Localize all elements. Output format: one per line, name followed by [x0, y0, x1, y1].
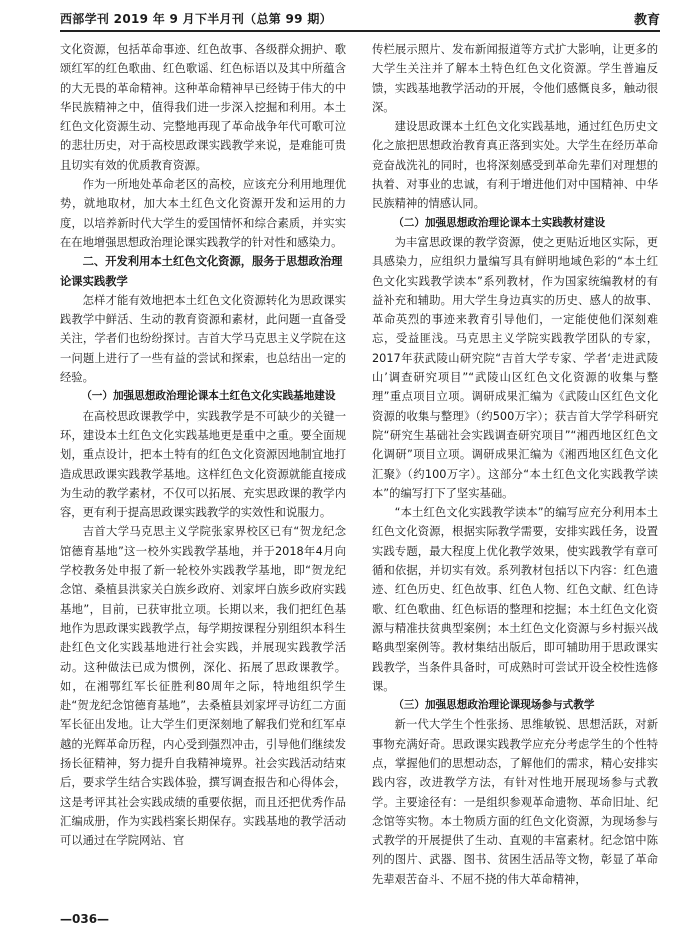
paragraph: 吉首大学马克思主义学院张家界校区已有“贺龙纪念馆德育基地”这一校外实践教学基地，并于2018年4月向学校教务处申报了新一轮校外实践教学基地，即“贺龙纪念馆、桑植县洪家关白族乡政府、刘家坪白族乡政府实践基地”，目前，已获审批立项。长期以来，我们把红色基地作为思政课实践教学点，每学期按课程分别组织本科生赴红色文化实践基地进行社会实践，并展现实践教学活动。这种做法已成为惯例，深化、拓展了思政课教学。如，在湘鄂红军长征胜利80周年之际，特地组织学生赴“贺龙纪念馆德育基地”，去桑植县刘家坪寻访红二方面军长征出发地。让大学生们更深刻地了解我们党和红军卓越的光辉革命历程，内心受到强烈冲击，引导他们继续发扬长征精神，努力提升自我精神境界。社会实践活动结束后，要求学生结合实践体验，撰写调查报告和心得体会，这是考评其社会实践成绩的重要依据，而且还把优秀作品汇编成册，作为实践档案长期保存。实践基地的教学活动可以通过在学院网站、官: [60, 525, 346, 848]
subsection-heading: （一）加强思想政治理论课本土红色文化实践基地建设: [81, 390, 336, 403]
left-column: [60, 40, 346, 850]
paragraph: 在高校思政课教学中，实践教学是不可缺少的关键一环，建设本土红色文化实践基地更是重中之重。要全面规划，重点设计，把本土特有的红色文化资源因地制宜地打造成思政课实践教学基地。这样红色文化资源就能直接成为生动的教学素材，不仅可以拓展、充实思政课的教学内容，更有利于提高思政课实践教学的实效性和说服力。: [60, 409, 346, 520]
section-name: 教育: [633, 13, 660, 28]
section-heading: 二、开发利用本土红色文化资源，服务于思想政治理论课实践教学: [60, 255, 343, 288]
paragraph: 建设思政课本土红色文化实践基地，通过红色历史文化之旅把思想政治教育真正落到实处。大学生在经历革命竞奋战洗礼的同时，也将深刻感受到革命先辈们对理想的执着、对事业的忠诚，有利于增进他们对中国精神、中华民族精神的情感认同。: [372, 120, 658, 211]
paragraph: 怎样才能有效地把本土红色文化资源转化为思政课实践教学中鲜活、生动的教育资源和素材，此问题一直备受关注，学者们也纷纷探讨。吉首大学马克思主义学院在这一问题上进行了一些有益的尝试和探索，也总结出一定的经验。: [60, 293, 346, 385]
paragraph: 文化资源，包括革命事迹、红色故事、各级群众拥护、歌颂红军的红色歌曲、红色歌谣、红色标语以及其中所蕴含的大无畏的革命精神。这种革命精神早已经铸于伟大的中华民族精神之中，值得我们进一步深入挖掘和利用。本土红色文化资源生动、完整地再现了革命战争年代可歌可泣的悲壮历史，对于高校思政课实践教学来说，是难能可贵且切实有效的优质教育资源。: [60, 43, 346, 172]
subsection-heading: （三）加强思想政治理论课现场参与式教学: [393, 699, 595, 712]
paragraph: 为丰富思政课的教学资源，使之更贴近地区实际，更具感染力，应组织力量编写具有鲜明地域色彩的“本土红色文化实践教学读本”系列教材，作为国家统编教材的有益补充和辅助。用大学生身边真实的历史、感人的故事、革命英烈的事迹来教育引导他们，一定能使他们深刻难忘，受益匪浅。马克思主义学院实践教学团队的专家，2017年获武陵山研究院“吉首大学专家、学者‘走进武陵山’调查研究项目”“武陵山区红色文化资源的收集与整理”重点项目立项。调研成果汇编为《武陵山区红色文化资源的收集与整理》（约500万字）；获吉首大学学科研究院“研究生基础社会实践调查研究项目”“湘西地区红色文化调研”项目立项。调研成果汇编为《湘西地区红色文化汇聚》（约100万字）。这部分“本土红色文化实践教学读本”的编写打下了坚实基础。: [372, 235, 658, 500]
right-column: [372, 40, 658, 889]
paragraph: 作为一所地处革命老区的高校，应该充分利用地理优势，就地取材，加大本土红色文化资源开发和运用的力度，以培养新时代大学生的爱国情怀和综合素质，并实实在在地增强思想政治理论课实践教学的针对性和感染力。: [60, 178, 346, 249]
running-header: [60, 8, 660, 32]
journal-title: 西部学刊 2019 年 9 月下半月刊（总第 99 期）: [60, 12, 332, 26]
paragraph: 传栏展示照片、发布新闻报道等方式扩大影响，让更多的大学生关注并了解本土特色红色文化资源。学生普遍反馈，实践基地教学活动的开展，令他们感慨良多，触动很深。: [372, 43, 658, 114]
page-number: —036—: [60, 912, 110, 926]
paragraph: 新一代大学生个性张扬、思维敏锐、思想活跃，对新事物充满好奇。思政课实践教学应充分考虑学生的个性特点，掌握他们的思想动态，了解他们的需求，精心安排实践内容，改进教学方法，有针对性地开展现场参与式教学。主要途径有：一是组织参观革命遗物、革命旧址、纪念馆等实物。本土物质方面的红色文化资源，为现场参与式教学的开展提供了生动、直观的丰富素材。纪念馆中陈列的图片、武器、图书、贫困生活品等文物，彰显了革命先辈艰苦奋斗、不屈不挠的伟大革命精神，: [372, 718, 658, 886]
subsection-heading: （二）加强思想政治理论课本土实践教材建设: [393, 216, 606, 229]
paragraph: “本土红色文化实践教学读本”的编写应充分利用本土红色文化资源，根据实际教学需要，安排实践任务，设置实践专题，最大程度上优化教学效果，使实践教学有章可循和依据，并切实有效。系列教材包括以下内容：红色遗迹、红色历史、红色故事、红色人物、红色文献、红色诗歌、红色歌曲、红色标语的整理和挖掘；本土红色文化资源与精准扶贫典型案例；本土红色文化资源与乡村振兴战略典型案例等。教材集结出版后，即可辅助用于思政课实践教学，当条件具备时，可成熟时可尝试开设全校性选修课。: [372, 506, 658, 693]
